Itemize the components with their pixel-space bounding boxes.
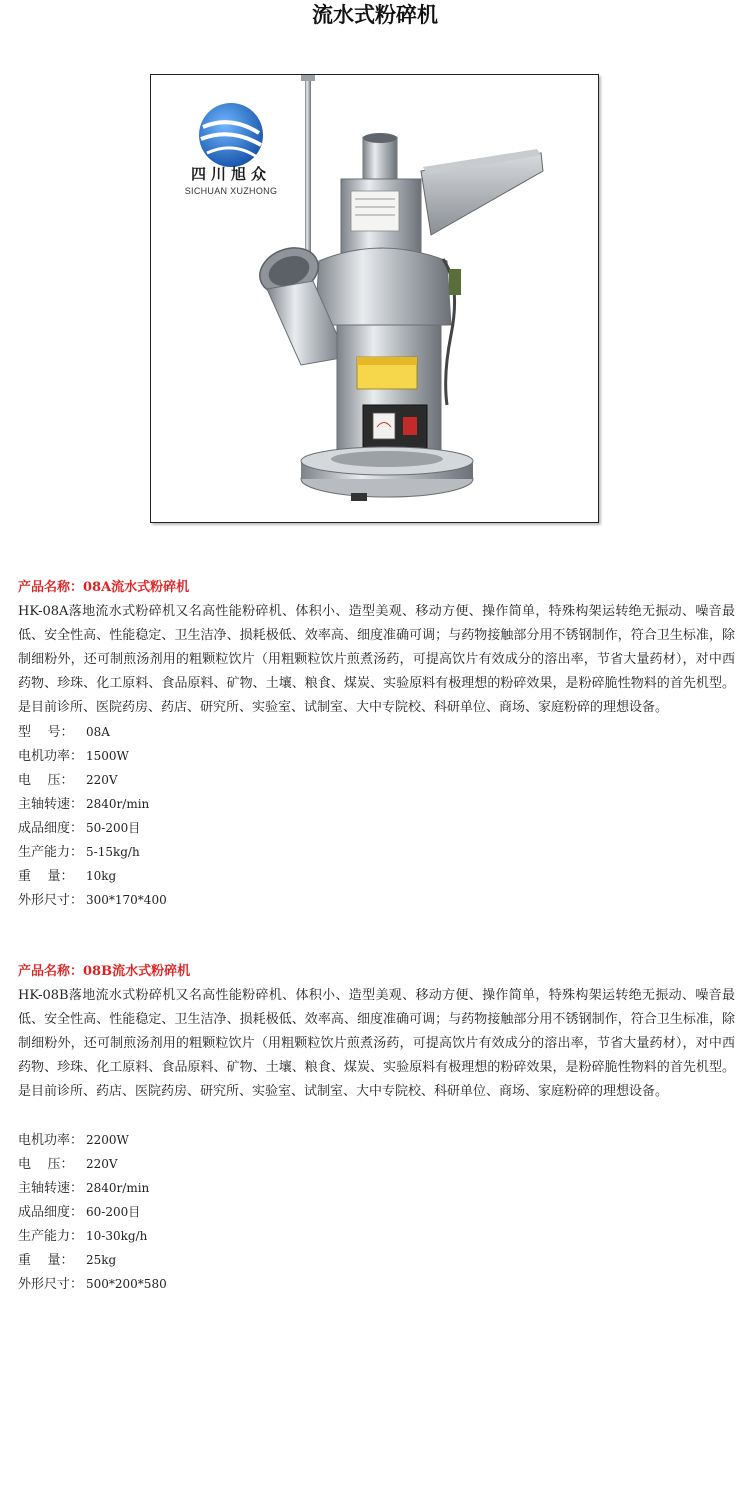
product-a-description: HK-08A落地流水式粉碎机又名高性能粉碎机、体积小、造型美观、移动方便、操作简单，特殊构架运转绝无振动、噪音最低、安全性高、性能稳定、卫生洁净、损耗极低、效率高、细度准确可调；与药物接触部分用不锈钢制作，符合卫生标准，除制细粉外，还可制煎汤剂用的粗颗粒饮片（用粗颗粒饮片煎煮汤药，可提高饮片有效成分的溶出率，节省大量药材），对中西药物、珍珠、化工原料、食品原料、矿物、土壤、粮食、煤炭、实验原料有极理想的粉碎效果，是粉碎脆性物料的首先机型。是目前诊所、医院药房、药店、研究所、实验室、试制室、大中专院校、科研单位、商场、家庭粉碎的理想设备。 bbox=[18, 604, 735, 715]
spec-value: 25kg bbox=[86, 1253, 117, 1267]
product-a-heading: 产品名称：08A流水式粉碎机 bbox=[18, 580, 190, 595]
spec-label: 成品细度： bbox=[18, 1205, 84, 1220]
spec-row bbox=[18, 1248, 735, 1272]
blank-line bbox=[18, 1104, 735, 1128]
spec-row bbox=[18, 840, 735, 864]
product-photo bbox=[150, 74, 599, 523]
spec-value: 08A bbox=[86, 725, 110, 739]
spec-value: 5-15kg/h bbox=[86, 845, 140, 859]
spec-row bbox=[18, 720, 735, 744]
spec-label: 生产能力： bbox=[18, 845, 84, 860]
spec-label: 生产能力： bbox=[18, 1229, 84, 1244]
spec-value: 1500W bbox=[86, 749, 129, 763]
spec-row bbox=[18, 1272, 735, 1296]
pulverizer-machine-image bbox=[151, 75, 599, 523]
spec-value: 2840r/min bbox=[86, 1181, 150, 1195]
logo-name-cn: 四川旭众 bbox=[190, 165, 271, 183]
spec-row bbox=[18, 1176, 735, 1200]
spec-row bbox=[18, 768, 735, 792]
spec-row bbox=[18, 744, 735, 768]
product-a-specs bbox=[18, 720, 735, 912]
spec-label: 电 压： bbox=[18, 773, 74, 788]
logo-name-en: SICHUAN XUZHONG bbox=[184, 186, 278, 196]
spec-label: 主轴转速： bbox=[18, 797, 84, 812]
product-b-heading: 产品名称：08B流水式粉碎机 bbox=[18, 964, 191, 979]
spec-value: 300*170*400 bbox=[86, 893, 167, 907]
spec-value: 500*200*580 bbox=[86, 1277, 167, 1291]
spec-row bbox=[18, 864, 735, 888]
spec-label: 成品细度： bbox=[18, 821, 84, 836]
spec-value: 2200W bbox=[86, 1133, 129, 1147]
spec-row bbox=[18, 1200, 735, 1224]
spec-value: 10-30kg/h bbox=[86, 1229, 148, 1243]
spec-label: 电 压： bbox=[18, 1157, 74, 1172]
spec-row bbox=[18, 888, 735, 912]
spec-value: 220V bbox=[86, 1157, 118, 1171]
spec-row bbox=[18, 1152, 735, 1176]
spec-row bbox=[18, 816, 735, 840]
spec-row bbox=[18, 1224, 735, 1248]
spec-label: 外形尺寸： bbox=[18, 893, 84, 908]
spec-label: 主轴转速： bbox=[18, 1181, 84, 1196]
product-a-section bbox=[18, 576, 735, 912]
spec-label: 重 量： bbox=[18, 869, 74, 884]
spec-value: 2840r/min bbox=[86, 797, 150, 811]
logo-icon bbox=[199, 103, 263, 167]
spec-row bbox=[18, 1128, 735, 1152]
spec-value: 10kg bbox=[86, 869, 117, 883]
product-b-description: HK-08B落地流水式粉碎机又名高性能粉碎机、体积小、造型美观、移动方便、操作简单，特殊构架运转绝无振动、噪音最低、安全性高、性能稳定、卫生洁净、损耗极低、效率高、细度准确可调；与药物接触部分用不锈钢制作，符合卫生标准，除制细粉外，还可制煎汤剂用的粗颗粒饮片（用粗颗粒饮片煎煮汤药，可提高饮片有效成分的溶出率，节省大量药材），对中西药物、珍珠、化工原料、食品原料、矿物、土壤、粮食、煤炭、实验原料有极理想的粉碎效果，是粉碎脆性物料的首先机型。是目前诊所、药店、医院药房、研究所、实验室、试制室、大中专院校、科研单位、商场、家庭粉碎的理想设备。 bbox=[18, 988, 735, 1099]
spec-value: 50-200目 bbox=[86, 821, 141, 835]
spec-label: 型 号： bbox=[18, 725, 74, 740]
product-b-section bbox=[18, 960, 735, 1296]
spec-row bbox=[18, 792, 735, 816]
spec-label: 电机功率： bbox=[18, 1133, 84, 1148]
spec-label: 电机功率： bbox=[18, 749, 84, 764]
product-b-specs bbox=[18, 1128, 735, 1296]
spec-value: 60-200目 bbox=[86, 1205, 141, 1219]
spec-label: 外形尺寸： bbox=[18, 1277, 84, 1292]
page-title: 流水式粉碎机 bbox=[312, 3, 438, 27]
spec-label: 重 量： bbox=[18, 1253, 74, 1268]
spec-value: 220V bbox=[86, 773, 118, 787]
